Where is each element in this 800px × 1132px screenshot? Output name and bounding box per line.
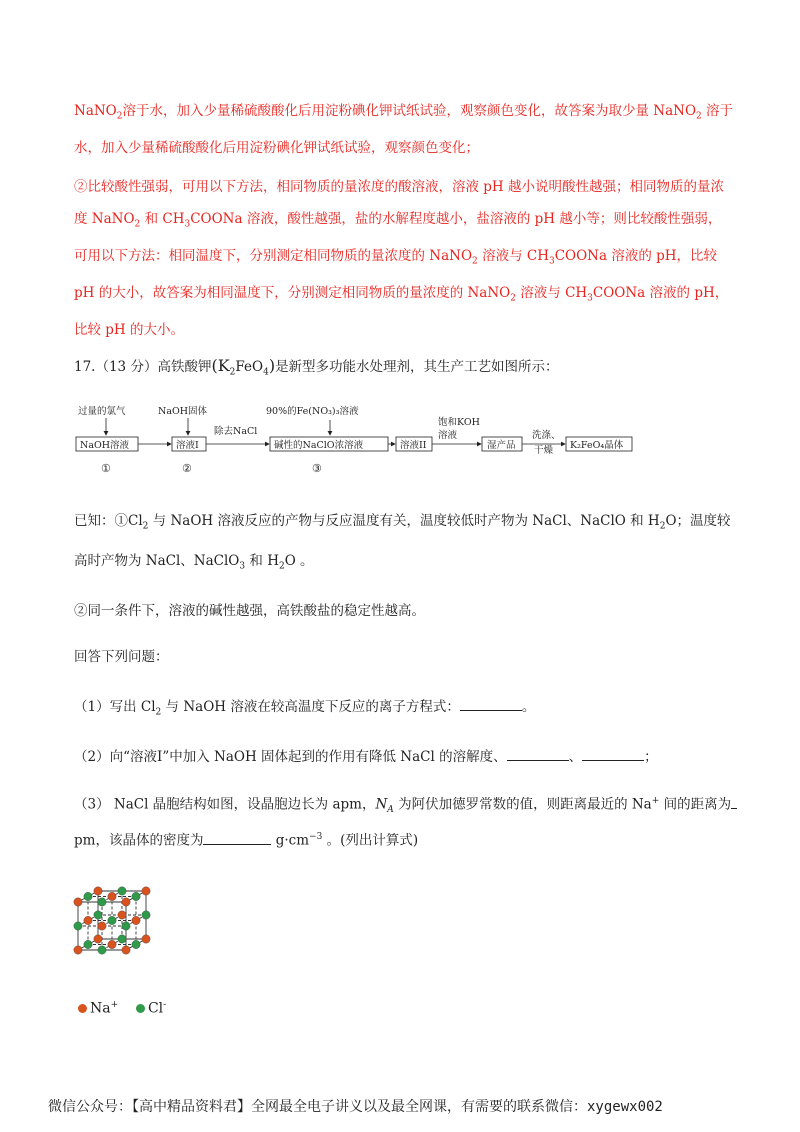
text: +	[110, 1000, 119, 1010]
na-atom	[142, 887, 150, 895]
text: 与 NaOH 溶液反应的产物与反应温度有关，温度较低时产物为 NaCl、NaClO 和 H	[148, 513, 660, 529]
cl-atom	[118, 887, 126, 895]
na-atom	[74, 946, 82, 954]
cl-atom	[98, 946, 106, 954]
text: 。	[521, 699, 536, 715]
text: 为阿伏加德罗常数的值，则距离最近的 Na	[393, 796, 652, 813]
legend-na-label: Na	[90, 1000, 111, 1017]
question-3-cont	[74, 826, 754, 852]
flow-box-5-label: 湿产品	[487, 440, 516, 451]
text: g·cm	[271, 832, 310, 849]
question-2	[74, 746, 754, 768]
answer-blank[interactable]	[460, 696, 522, 711]
flow-between-label: 除去NaCl	[214, 426, 258, 437]
flow-box-1-label: NaOH溶液	[80, 440, 130, 451]
text: 溶液与 CH	[477, 247, 549, 264]
na-atom	[94, 887, 102, 895]
known-condition-1: 已知：$①Cl_2$ 与 NaOH 溶液反应的产物与反应温度有关，温度较低时产物为 NaCl、NaClO 和 $H_2O$；温度较	[74, 513, 731, 532]
text: 。(列出计算式)	[322, 832, 419, 849]
text: )	[268, 356, 276, 375]
text: （3） NaCl 晶胞结构如图，设晶胞边长为 apm，	[74, 796, 376, 813]
flow-wash-label-1: 洗涤、	[532, 430, 561, 441]
na-atom	[94, 935, 102, 943]
text: COONa 溶液的 pH，比较 pH 的大小。	[74, 284, 729, 339]
cl-atom	[74, 922, 82, 930]
text: (K	[211, 356, 230, 375]
text: 间的距离为	[659, 796, 732, 813]
flow-top-label-3: 90%的Fe(NO₃)₃溶液	[266, 406, 359, 417]
footer-text: 微信公众号：【高中精品资料君】全网最全电子讲义以及最全网课，有需要的联系微信：	[48, 1099, 587, 1115]
cl-atom	[94, 911, 102, 919]
flow-top-label-1: 过量的氯气	[78, 406, 126, 417]
answer-blank[interactable]	[507, 746, 569, 761]
answer-blank[interactable]	[731, 794, 737, 809]
text: ；	[644, 749, 658, 765]
footer	[48, 1096, 768, 1116]
nacl-crystal-lattice-figure	[68, 872, 208, 997]
answer-paragraph-1: NaNO$_2$溶于水，加入少量稀硫酸酸化后用淀粉碘化钾试纸试验，观察颜色变化，故答案为取少量 NaNO$_2$ 溶于水，加入少量稀硫酸酸化后用淀粉碘化钾试纸试验，观察颜色变化；	[74, 103, 734, 157]
text: 溶于水，加入少量稀硫酸酸化后用淀粉碘化钾试纸试验，观察颜色变化，故答案为取少量 NaNO	[122, 103, 697, 119]
flow-step-3: ③	[312, 462, 322, 475]
flow-top-label-2: NaOH固体	[158, 406, 208, 417]
answer-blank[interactable]	[203, 830, 271, 845]
process-flow-diagram	[74, 400, 644, 482]
text: A	[387, 805, 394, 816]
text: O；温度较	[665, 513, 731, 529]
text: 、	[568, 749, 583, 765]
text: 和 H	[245, 553, 279, 569]
cl-atom	[132, 940, 140, 948]
cl-atom	[98, 898, 106, 906]
question-17-intro: 17.（13 分）高铁酸钾$(K_2FeO_4)$是新型多功能水处理剂，其生产工艺如图所示：	[74, 356, 559, 378]
text: COONa 溶液的 pH，比较 pH 的大小，故答案为相同温度下，分别测定相同物质的量浓度的 NaNO	[74, 247, 718, 301]
na-atom	[108, 940, 116, 948]
cl-atom	[84, 892, 92, 900]
text: （2）向“溶液I”中加入 NaOH 固体起到的作用有降低 NaCl 的溶解度、	[74, 749, 507, 765]
flow-step-1: ①	[101, 462, 111, 475]
footer-wechat-id: xygewx002	[587, 1099, 663, 1115]
legend-cl-label: Cl	[147, 1000, 164, 1017]
na-atom-icon	[78, 1004, 87, 1013]
cl-atom	[118, 935, 126, 943]
text: ②比较酸性强弱，可用以下方法，相同物质的量浓度的酸溶液，溶液 pH 越小说明酸性越强；相同物质的量浓度 NaNO	[74, 179, 724, 227]
cl-atom	[142, 911, 150, 919]
text: 和 CH	[140, 210, 185, 227]
na-atom	[98, 922, 106, 930]
na-atom	[132, 916, 140, 924]
flow-wash-label-2: 干燥	[534, 445, 554, 456]
flow-box-3-label: 碱性的NaClO浓溶液	[274, 440, 364, 451]
na-atom	[108, 892, 116, 900]
text: 已知：①Cl	[74, 513, 143, 529]
text: 是新型多功能水处理剂，其生产工艺如图所示：	[275, 359, 559, 375]
text: （1）写出 Cl	[74, 699, 156, 715]
text: +	[651, 796, 660, 806]
text: FeO	[235, 359, 264, 375]
na-atom	[122, 946, 130, 954]
answer-blank[interactable]	[582, 746, 644, 761]
cl-atom	[122, 922, 130, 930]
answer-paragraph-2: ②比较酸性强弱，可用以下方法，相同物质的量浓度的酸溶液，溶液 pH 越小说明酸性越强；相同物质的量浓度 NaNO$_2$ 和 $CH_3COONa$ 溶液，酸性越强，盐的水解程度越小，盐溶液的 pH 越小等；则比较酸性强弱，可用以下方法：相同温度下，分别测定相同物质的量浓度的 NaNO$_2$ 溶液与 $CH_3COONa$ 溶液的 pH，比较 pH 的大小，故答案为相同温度下，分别测定相同物质的量浓度的 NaNO$_2$ 溶液与 $CH_3COONa$ 溶液的 pH，比较 pH 的大小。	[74, 179, 729, 339]
question-3	[74, 790, 754, 821]
na-atom	[122, 898, 130, 906]
answer-prompt: 回答下列问题：	[74, 649, 169, 665]
text: 溶于水，加入少量稀硫酸酸化后用淀粉碘化钾试纸试验，观察颜色变化；	[74, 103, 734, 157]
cl-atom	[84, 940, 92, 948]
text: COONa 溶液，酸性越强，盐的水解程度越小，盐溶液的 pH 越小等；则比较酸性强弱，可用以下方法：相同温度下，分别测定相同物质的量浓度的 NaNO	[74, 210, 722, 264]
na-atom	[84, 916, 92, 924]
cl-atom	[108, 916, 116, 924]
text: 溶液与 CH	[515, 284, 588, 301]
na-atom	[118, 911, 126, 919]
flow-step-2: ②	[182, 462, 192, 475]
text: 高时产物为 NaCl、NaClO	[74, 553, 240, 569]
flow-box-4-label: 溶液II	[400, 440, 427, 451]
text: O 。	[284, 553, 314, 569]
na-atom	[74, 898, 82, 906]
text: 17.（13 分）高铁酸钾	[74, 359, 212, 375]
text: NaNO	[74, 103, 117, 119]
flow-box-2-label: 溶液I	[176, 440, 199, 451]
known-condition-2: ②同一条件下，溶液的碱性越强，高铁酸盐的稳定性越高。	[74, 603, 425, 619]
text: N	[375, 796, 388, 813]
flow-top-label-4a: 饱和KOH	[438, 417, 480, 428]
cl-atom-icon	[136, 1004, 145, 1013]
known-condition-1-cont: 高时产物为 NaCl、NaClO$_3$ 和 $H_2O$ 。	[74, 553, 314, 572]
text: −3	[309, 832, 323, 842]
question-1: （1）写出 $Cl_2$ 与 NaOH 溶液在较高温度下反应的离子方程式： 。	[74, 696, 754, 724]
cl-atom	[132, 892, 140, 900]
flow-top-label-4b: 溶液	[438, 430, 458, 441]
text: pm，该晶体的密度为	[74, 832, 204, 849]
text: -	[163, 1000, 167, 1010]
na-atom	[142, 935, 150, 943]
text: 与 NaOH 溶液在较高温度下反应的离子方程式：	[161, 699, 460, 715]
flow-box-6-label: K₂FeO₄晶体	[570, 440, 624, 451]
lattice-legend	[78, 1000, 166, 1017]
